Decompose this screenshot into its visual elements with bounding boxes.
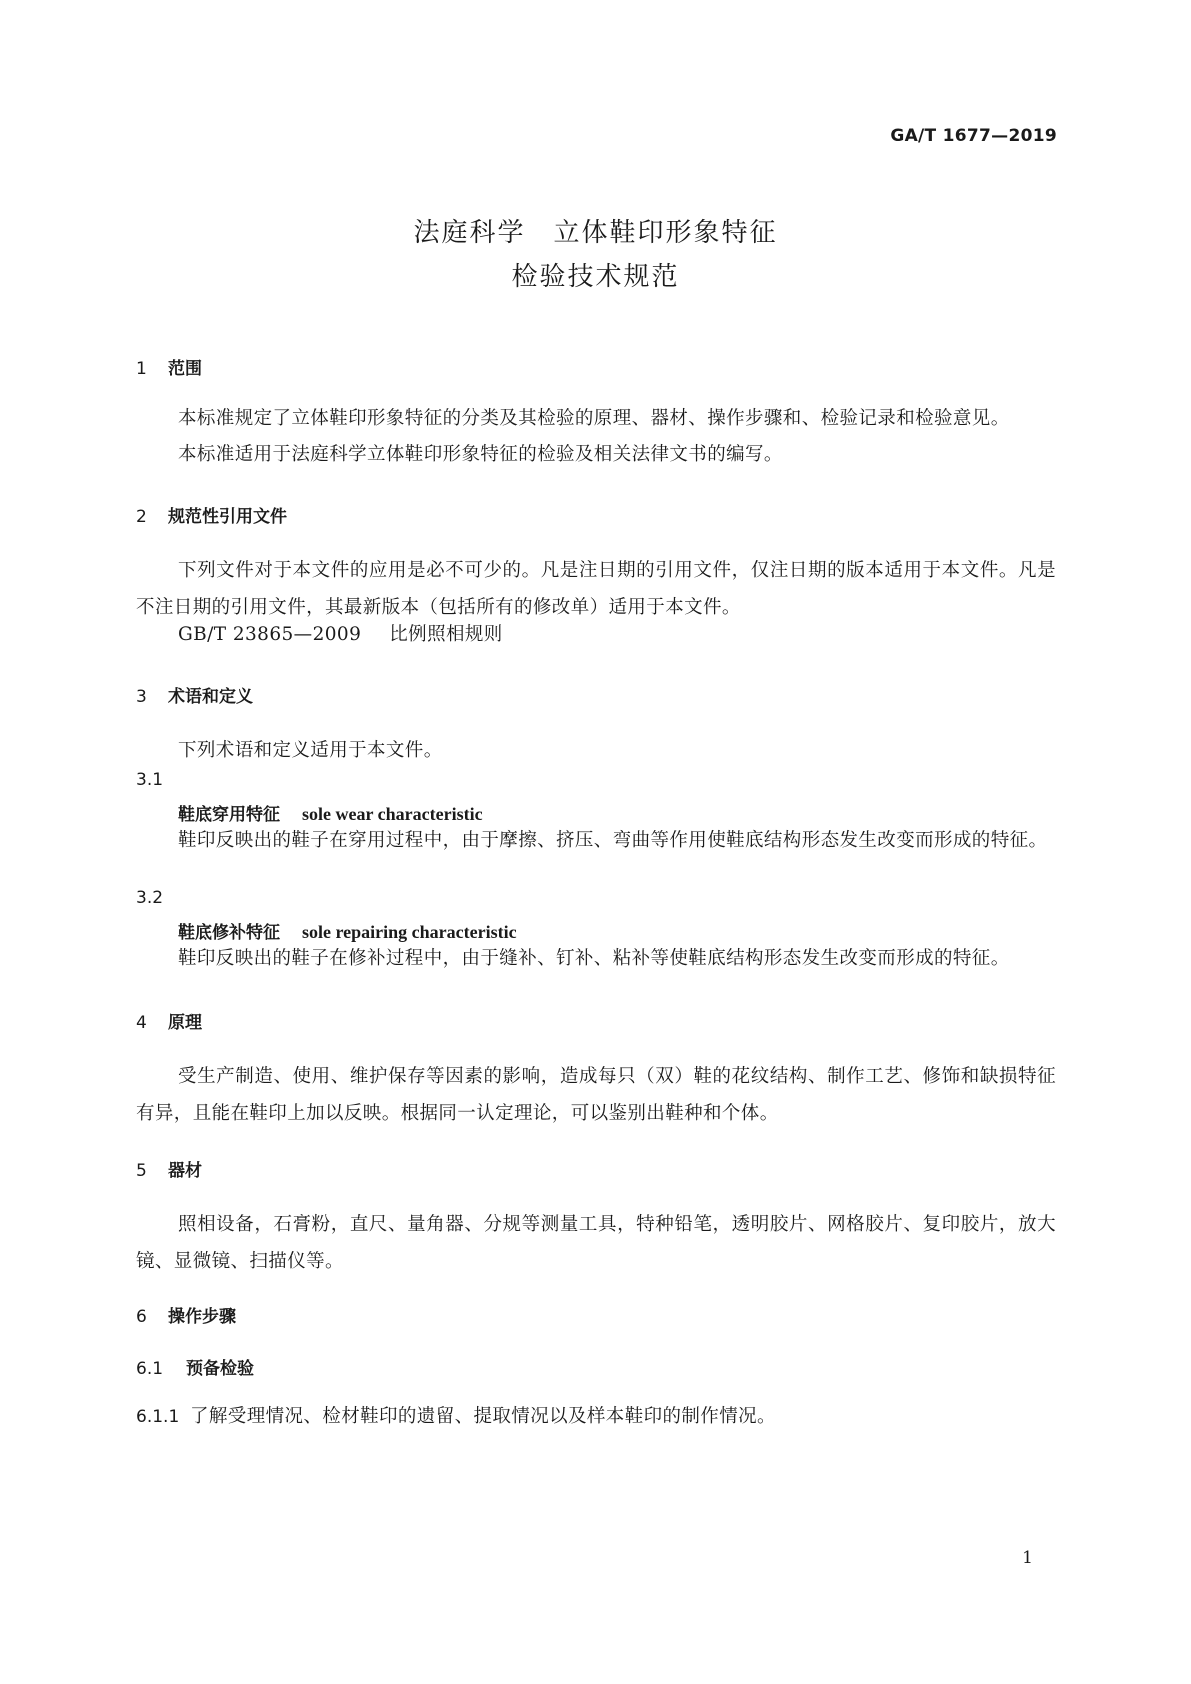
term-3-1-number: 3.1 <box>136 770 164 790</box>
section-number: 4 <box>136 1013 147 1033</box>
section-title: 器材 <box>168 1161 202 1181</box>
section-2-paragraph: 下列文件对于本文件的应用是必不可少的。凡是注日期的引用文件，仅注日期的版本适用于本文件。凡是不注日期的引用文件，其最新版本（包括所有的修改单）适用于本文件。 <box>136 560 1056 618</box>
subsection-title: 预备检验 <box>186 1359 254 1379</box>
section-2-heading <box>136 502 287 527</box>
section-title: 规范性引用文件 <box>168 507 287 527</box>
item-number: 6.1.1 <box>136 1407 180 1427</box>
section-5-paragraph: 照相设备，石膏粉，直尺、量角器、分规等测量工具，特种铅笔，透明胶片、网格胶片、复印胶片，放大镜、显微镜、扫描仪等。 <box>136 1214 1056 1272</box>
section-4-paragraph: 受生产制造、使用、维护保存等因素的影响，造成每只（双）鞋的花纹结构、制作工艺、修饰和缺损特征有异，且能在鞋印上加以反映。根据同一认定理论，可以鉴别出鞋种和个体。 <box>136 1066 1056 1124</box>
reference-code: GB/T 23865—2009 <box>178 624 362 645</box>
term-3-2-number: 3.2 <box>136 888 164 908</box>
normative-reference <box>178 620 503 646</box>
section-number: 3 <box>136 687 147 707</box>
term-3-2-definition: 鞋印反映出的鞋子在修补过程中，由于缝补、钉补、粘补等使鞋底结构形态发生改变而形成的特征。 <box>178 948 1010 969</box>
section-1-paragraph-2: 本标准适用于法庭科学立体鞋印形象特征的检验及相关法律文书的编写。 <box>178 444 783 465</box>
term-chinese: 鞋底修补特征 <box>178 923 280 943</box>
section-5-heading <box>136 1156 202 1181</box>
section-number: 2 <box>136 507 147 527</box>
page-number: 1 <box>1022 1548 1033 1568</box>
document-title-line2: 检验技术规范 <box>511 262 680 292</box>
section-title: 操作步骤 <box>168 1307 236 1327</box>
subsection-6-1-heading <box>136 1354 254 1379</box>
section-3-heading <box>136 682 253 707</box>
section-title: 原理 <box>168 1013 202 1033</box>
subsection-number: 6.1 <box>136 1359 164 1379</box>
section-title: 术语和定义 <box>168 687 253 707</box>
section-number: 1 <box>136 359 147 379</box>
term-3-1-definition: 鞋印反映出的鞋子在穿用过程中，由于摩擦、挤压、弯曲等作用使鞋底结构形态发生改变而形成的特征。 <box>178 830 1048 851</box>
section-6-heading <box>136 1302 236 1327</box>
section-3-intro: 下列术语和定义适用于本文件。 <box>178 740 443 761</box>
section-1-heading <box>136 354 202 379</box>
term-english: sole repairing characteristic <box>302 922 517 942</box>
term-english: sole wear characteristic <box>302 804 483 824</box>
section-number: 6 <box>136 1307 147 1327</box>
section-title: 范围 <box>168 359 202 379</box>
term-chinese: 鞋底穿用特征 <box>178 805 280 825</box>
reference-title: 比例照相规则 <box>389 624 503 645</box>
item-text: 了解受理情况、检材鞋印的遗留、提取情况以及样本鞋印的制作情况。 <box>190 1406 776 1427</box>
standard-code: GA/T 1677—2019 <box>890 126 1057 146</box>
section-1-paragraph-1: 本标准规定了立体鞋印形象特征的分类及其检验的原理、器材、操作步骤和、检验记录和检验意见。 <box>178 408 1010 429</box>
term-3-2-heading <box>178 918 517 943</box>
document-title-line1: 法庭科学 立体鞋印形象特征 <box>413 218 778 248</box>
section-4-heading <box>136 1008 202 1033</box>
section-number: 5 <box>136 1161 147 1181</box>
item-6-1-1 <box>136 1402 776 1428</box>
